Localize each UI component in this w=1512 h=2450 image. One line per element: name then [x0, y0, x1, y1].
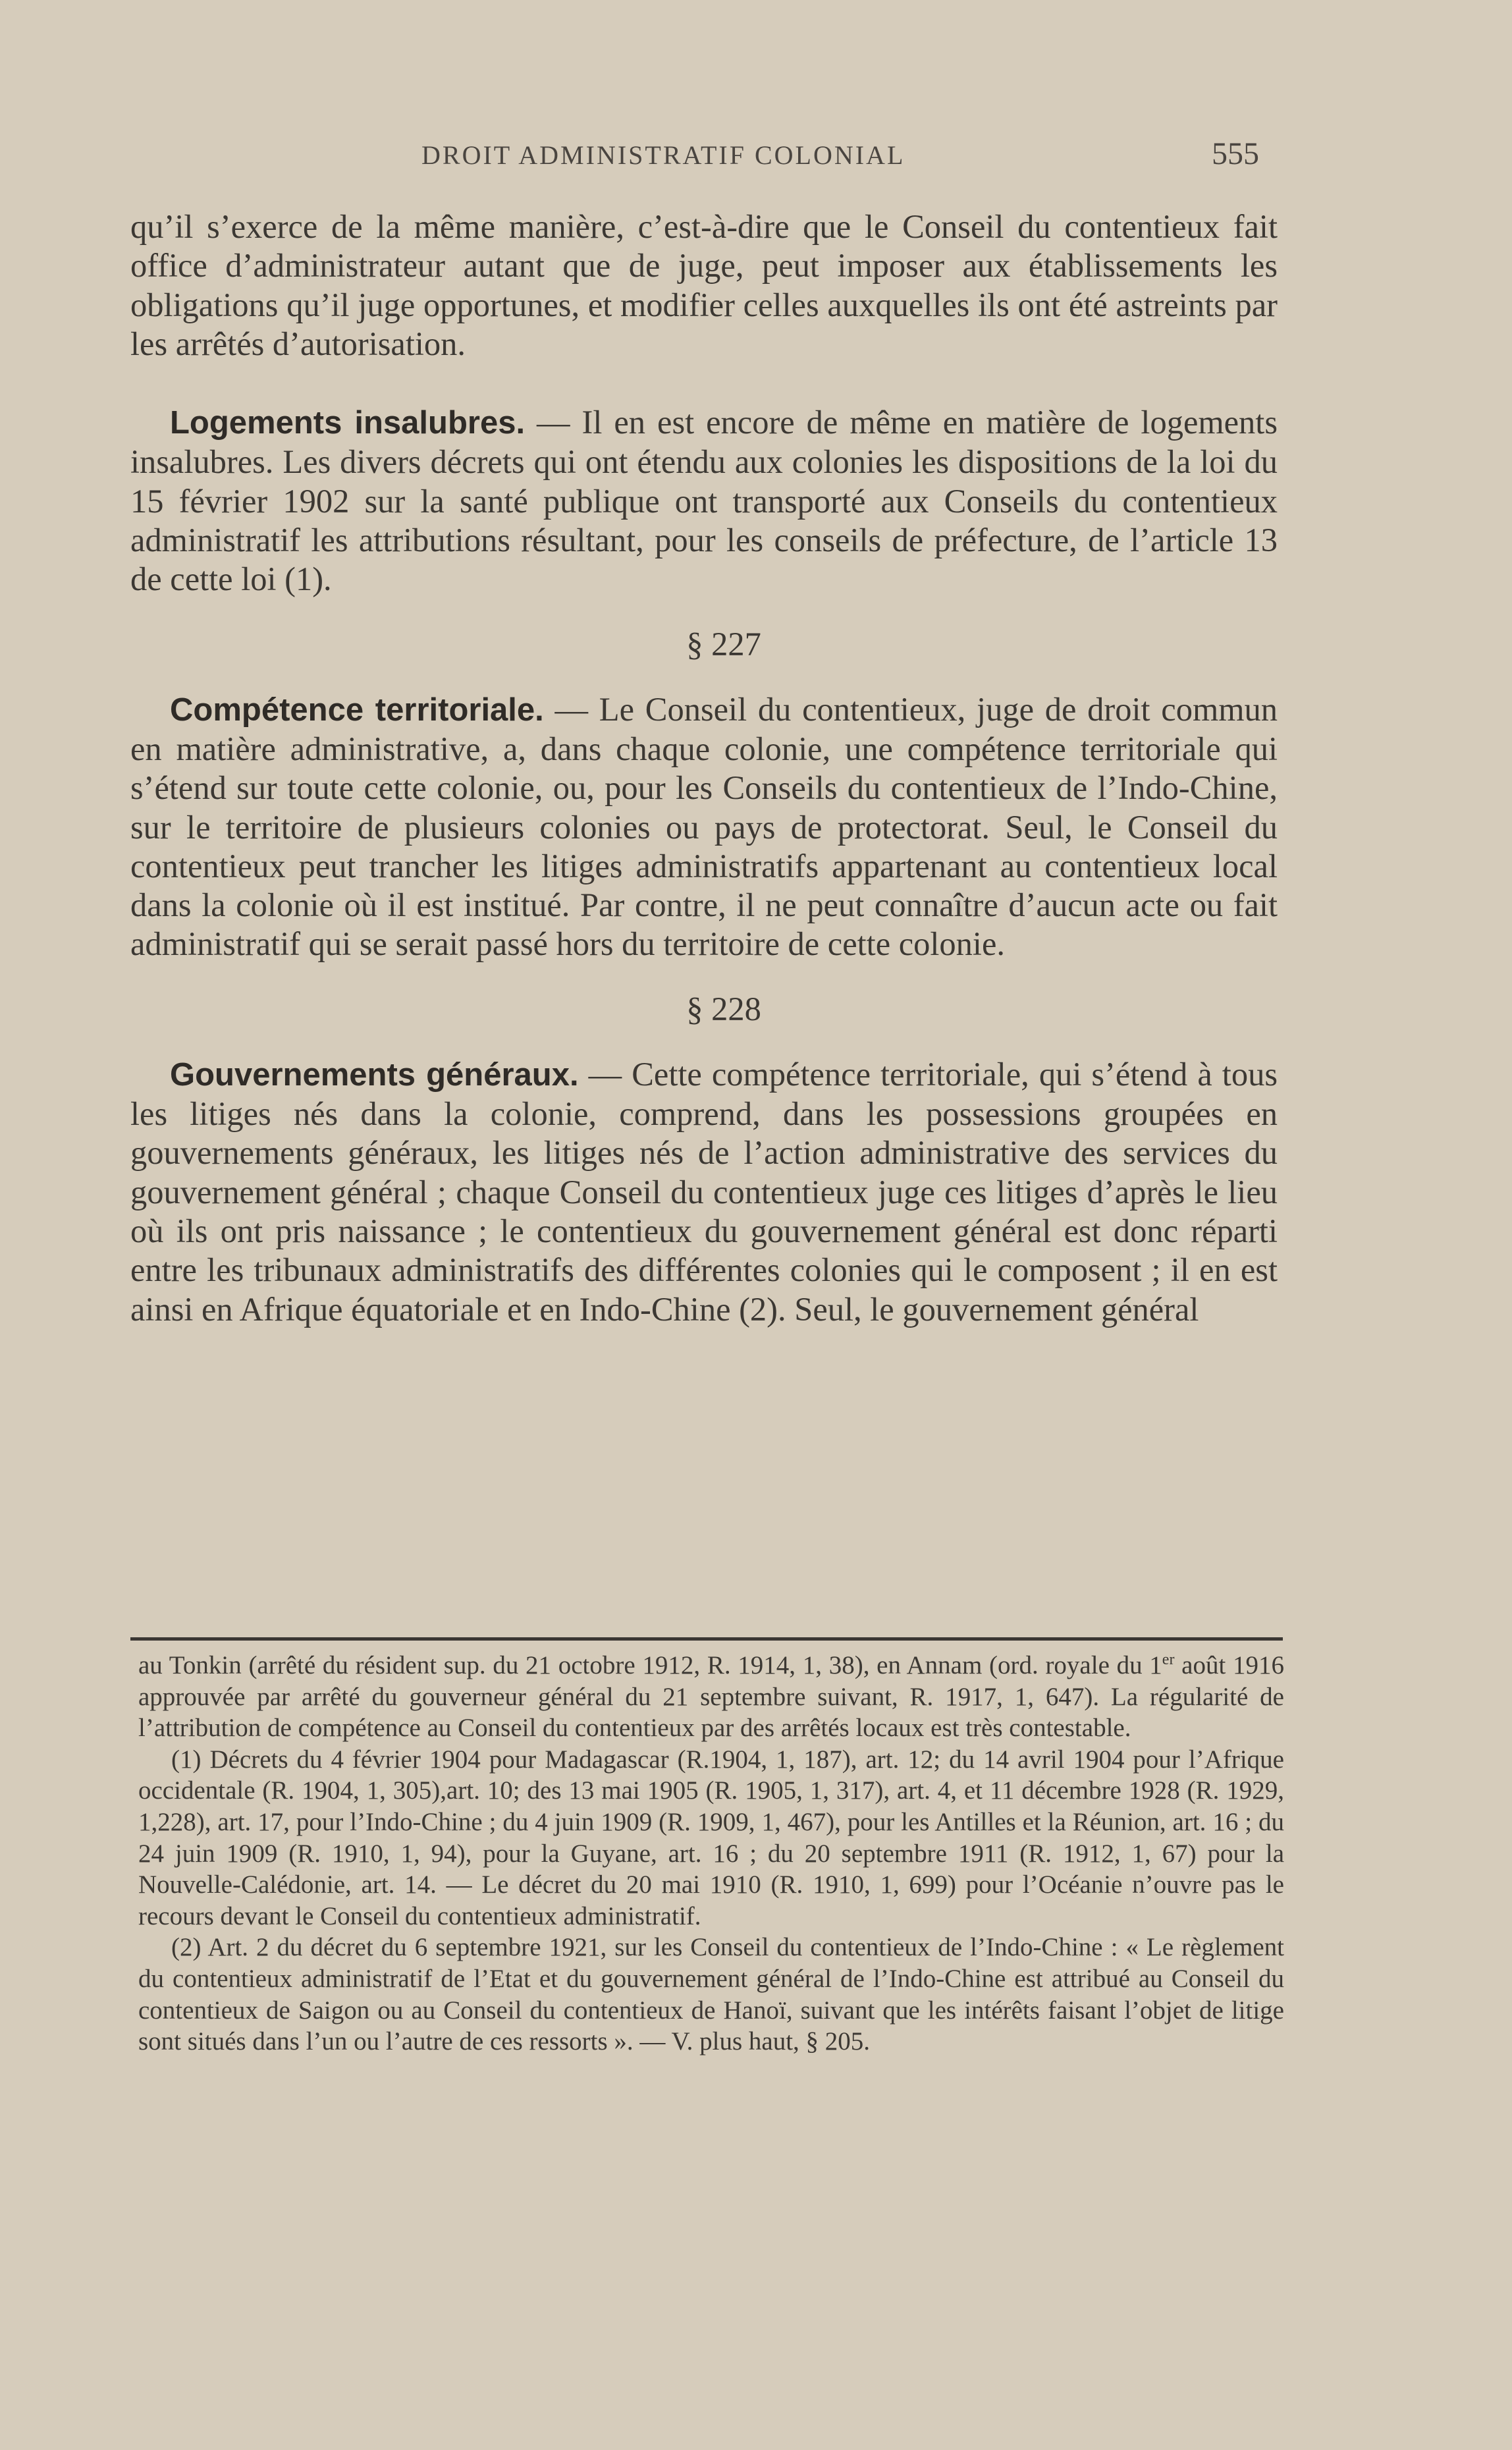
footnote-1: (1) Décrets du 4 février 1904 pour Madagascar (R.1904, 1, 187), art. 12; du 14 avril 1904 pour l’Afrique occidentale (R. 1904, 1, 305),art. 10; des 13 mai 1905 (R. 1905, 1, 317), art. 4, et 11 décembre 1928 (R. 1929, 1,228), art. 17, pour l’Indo-Chine ; du 4 juin 1909 (R. 1909, 1, 467), pour les Antilles et la Réunion, art. 16 ; du 24 juin 1909 (R. 1910, 1, 94), pour la Guyane, art. 16 ; du 20 septembre 1911 (R. 1912, 1, 67) pour la Nouvelle-Calédonie, art. 14. — Le décret du 20 mai 1910 (R. 1910, 1, 699) pour l’Océanie n’ouvre pas le recours devant le Conseil du contentieux administratif.: [138, 1745, 1284, 1930]
paragraph-competence: [130, 690, 1278, 964]
footnote-2: (2) Art. 2 du décret du 6 septembre 1921, sur les Conseil du contentieux de l’Indo-Chine : « Le règlement du contentieux administratif de l’Etat et du gouvernement général de l’Indo-Chine est attribué au Conseil du contentieux de Saigon ou au Conseil du contentieux de Hanoï, suivant que les intérêts faisant l’objet de litige sont situés dans l’un ou l’autre de ces ressorts ». — V. plus haut, § 205.: [138, 1933, 1284, 2056]
paragraph-gouvernements: [130, 1055, 1278, 1329]
paragraph-continued: qu’il s’exerce de la même manière, c’est-à-dire que le Conseil du contentieux fait office d’administrateur autant que de juge, peut imposer aux établissements les obligations qu’il juge opportunes, et modifier celles auxquelles ils ont été astreints par les arrêtés d’autorisation.: [130, 208, 1278, 362]
paragraph-logements: [130, 403, 1278, 599]
footnote-rule: [130, 1637, 1283, 1641]
running-head: [0, 136, 1512, 175]
paragraph-text: — Cette compétence territoriale, qui s’étend à tous les litiges nés dans la colonie, comprend, dans les possessions groupées en gouvernements généraux, les litiges nés de l’action administrative des services du gouvernement général ; chaque Conseil du contentieux juge ces litiges d’après le lieu où ils ont pris naissance ; le contentieux du gouvernement général est donc réparti entre les tribunaux administratifs des différentes colonies qui le composent ; il en est ainsi en Afrique équatoriale et en Indo-Chine (2). Seul, le gouvernement général: [130, 1055, 1278, 1328]
page-number: 555: [1212, 136, 1259, 171]
run-in-heading: Logements insalubres.: [170, 405, 526, 441]
run-in-heading: Gouvernements généraux.: [170, 1056, 579, 1093]
paragraph-text: — Il en est encore de même en matière de logements insalubres. Les divers décrets qui ont étendu aux colonies les dispositions de la loi du 15 février 1902 sur la santé publique ont transporté aux Conseils du contentieux administratif les attributions résultant, pour les conseils de préfecture, de l’article 13 de cette loi (1).: [130, 404, 1278, 598]
paragraph-text: — Le Conseil du contentieux, juge de droit commun en matière administrative, a, dans chaque colonie, une compétence territoriale qui s’étend sur toute cette colonie, ou, pour les Conseils du contentieux de l’Indo-Chine, sur le territoire de plusieurs colonies ou pays de protectorat. Seul, le Conseil du contentieux peut trancher les litiges administratifs appartenant au contentieux local dans la colonie où il est institué. Par contre, il ne peut connaître d’aucun acte ou fait administratif qui se serait passé hors du territoire de cette colonie.: [130, 690, 1278, 963]
main-text: [130, 207, 1278, 1329]
run-in-heading: Compétence territoriale.: [170, 692, 544, 728]
footnotes: [138, 1650, 1284, 2057]
section-heading-227: § 227: [686, 625, 761, 663]
section-heading-228: § 228: [686, 990, 761, 1027]
running-title: DROIT ADMINISTRATIF COLONIAL: [421, 140, 905, 170]
footnote-continued: au Tonkin (arrêté du résident sup. du 21 octobre 1912, R. 1914, 1, 38), en Annam (ord. royale du 1er août 1916 approuvée par arrêté du gouverneur général du 21 septembre suivant, R. 1917, 1, 647). La régularité de l’attribution de compétence au Conseil du contentieux par des arrêtés locaux est très contestable.: [138, 1651, 1284, 1743]
